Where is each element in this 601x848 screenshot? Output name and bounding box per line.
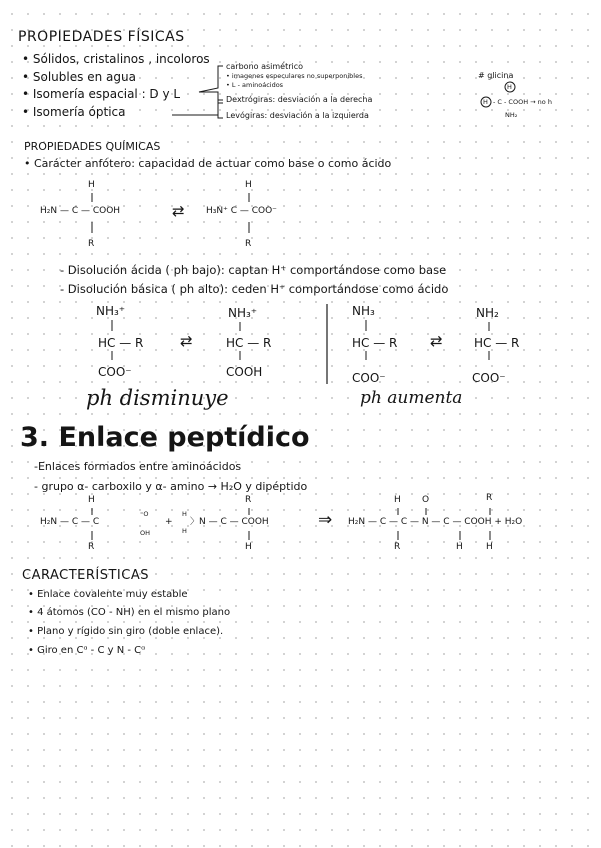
bullet-anfotero: • Carácter anfótero: capacidad de actuar como base o como ácido [24,157,392,170]
bullet-solubles: • Solubles en agua [22,70,136,84]
note-l-aminoacidos: • L - aminoácidos [226,81,284,89]
bracket-isomeria-espacial [199,66,223,103]
line-disolucion-acida: - Disolución ácida ( ph bajo): captan H⁺ comportándose como base [60,263,447,277]
base-coo-left: COO⁻ [352,371,386,385]
glicina-h-top: H [507,83,512,91]
rxn-h-b: H [182,527,187,535]
rxn-h-top-1: H [88,495,95,505]
note-imagenes: • imagenes especulares no superponibles [226,72,363,80]
bullet-isomeria-espacial: • Isomería espacial : D y L [22,87,181,101]
rxn-h-a: H [182,510,187,518]
item-enlace-covalente: • Enlace covalente muy estable [28,589,188,600]
acid-hc-right: HC — R [226,336,272,350]
section-title-propiedades-fisicas: PROPIEDADES FÍSICAS [18,29,185,45]
caption-ph-disminuye: ph disminuye [86,386,229,410]
rxn-r2: R [245,495,252,505]
line-grupo-carboxilo: - grupo α- carboxilo y α- amino → H₂O y dipéptido [34,480,308,493]
prod-h-n: H [456,542,463,552]
base-arrow: ⇄ [430,332,443,350]
rxn-aa1: H₂N — C — C [40,517,100,527]
glicina-bond: - C - COOH → no h [493,98,552,106]
rxn-oh: OH [140,529,151,537]
acid-hc-left: HC — R [98,336,144,350]
item-plano-rigido: • Plano y rígido sin giro (doble enlace). [28,626,224,637]
rxn-r1: R [88,542,95,552]
note-dextrogiras: Dextrógiras: desviación a la derecha [226,95,373,104]
prod-chain: H₂N — C — C — N — C — COOH + H₂O [348,517,523,527]
base-nh2: NH₂ [476,306,499,320]
acid-coo-left: COO⁻ [98,365,132,379]
section-title-enlace-peptidico: 3. Enlace peptídico [20,422,310,453]
rxn-aa2: 〉N — C — COOH [190,517,269,527]
rxn-plus: + [165,517,173,527]
rxn-h3: H [245,542,252,552]
eq1-right: H₃N⁺ C — COO⁻ [206,206,277,216]
item-giro: • Giro en Cᵅ - C y N - Cᵅ [28,645,146,656]
acid-arrow: ⇄ [180,332,193,350]
glicina-nh2: NH₂ [505,111,518,119]
section-title-caracteristicas: CARACTERÍSTICAS [22,568,149,583]
rxn-arrow: ⇒ [318,510,333,530]
base-coo-right: COO⁻ [472,371,506,385]
prod-h: H [394,495,401,505]
base-hc-right: HC — R [474,336,520,350]
line-disolucion-basica: - Disolución básica ( ph alto): ceden H⁺ comportándose como ácido [60,282,449,296]
bullet-solidos: • Sólidos, cristalinos , incoloros [22,52,210,66]
eq1-h-right: H [245,180,252,190]
section-title-propiedades-quimicas: PROPIEDADES QUÍMICAS [24,140,161,153]
eq1-r-right: R [245,239,252,249]
base-hc-left: HC — R [352,336,398,350]
eq1-arrow: ⇄ [172,202,185,220]
item-4-atomos: • 4 átomos (CO - NH) en el mismo plano [28,607,231,618]
note-carbono: carbono asimétrico [226,62,304,71]
prod-r-top: R [486,493,493,503]
bracket-isomeria-optica [172,100,223,118]
prod-r-bottom: R [394,542,401,552]
acid-nh3-left: NH₃⁺ [96,304,126,318]
prod-h-c: H [486,542,493,552]
eq1-h-top: H [88,180,95,190]
rxn-o: ⁼O [140,510,149,518]
eq1-r-left: R [88,239,95,249]
caption-ph-aumenta: ph aumenta [360,388,463,408]
line-enlaces-formados: -Enlaces formados entre aminoácidos [34,460,242,473]
bullet-isomeria-optica: • Isomería óptica [22,105,126,119]
eq1-left: H₂N — C — COOH [40,206,121,216]
acid-cooh-right: COOH [226,365,263,379]
base-nh3: NH₃ [352,304,375,318]
acid-nh3-right: NH₃⁺ [228,306,258,320]
glicina-label: # glicina [478,71,514,80]
glicina-h-left: H [483,98,488,106]
note-levogiras: Levógiras: desviación a la izquierda [226,111,369,120]
prod-o: O [422,495,430,505]
